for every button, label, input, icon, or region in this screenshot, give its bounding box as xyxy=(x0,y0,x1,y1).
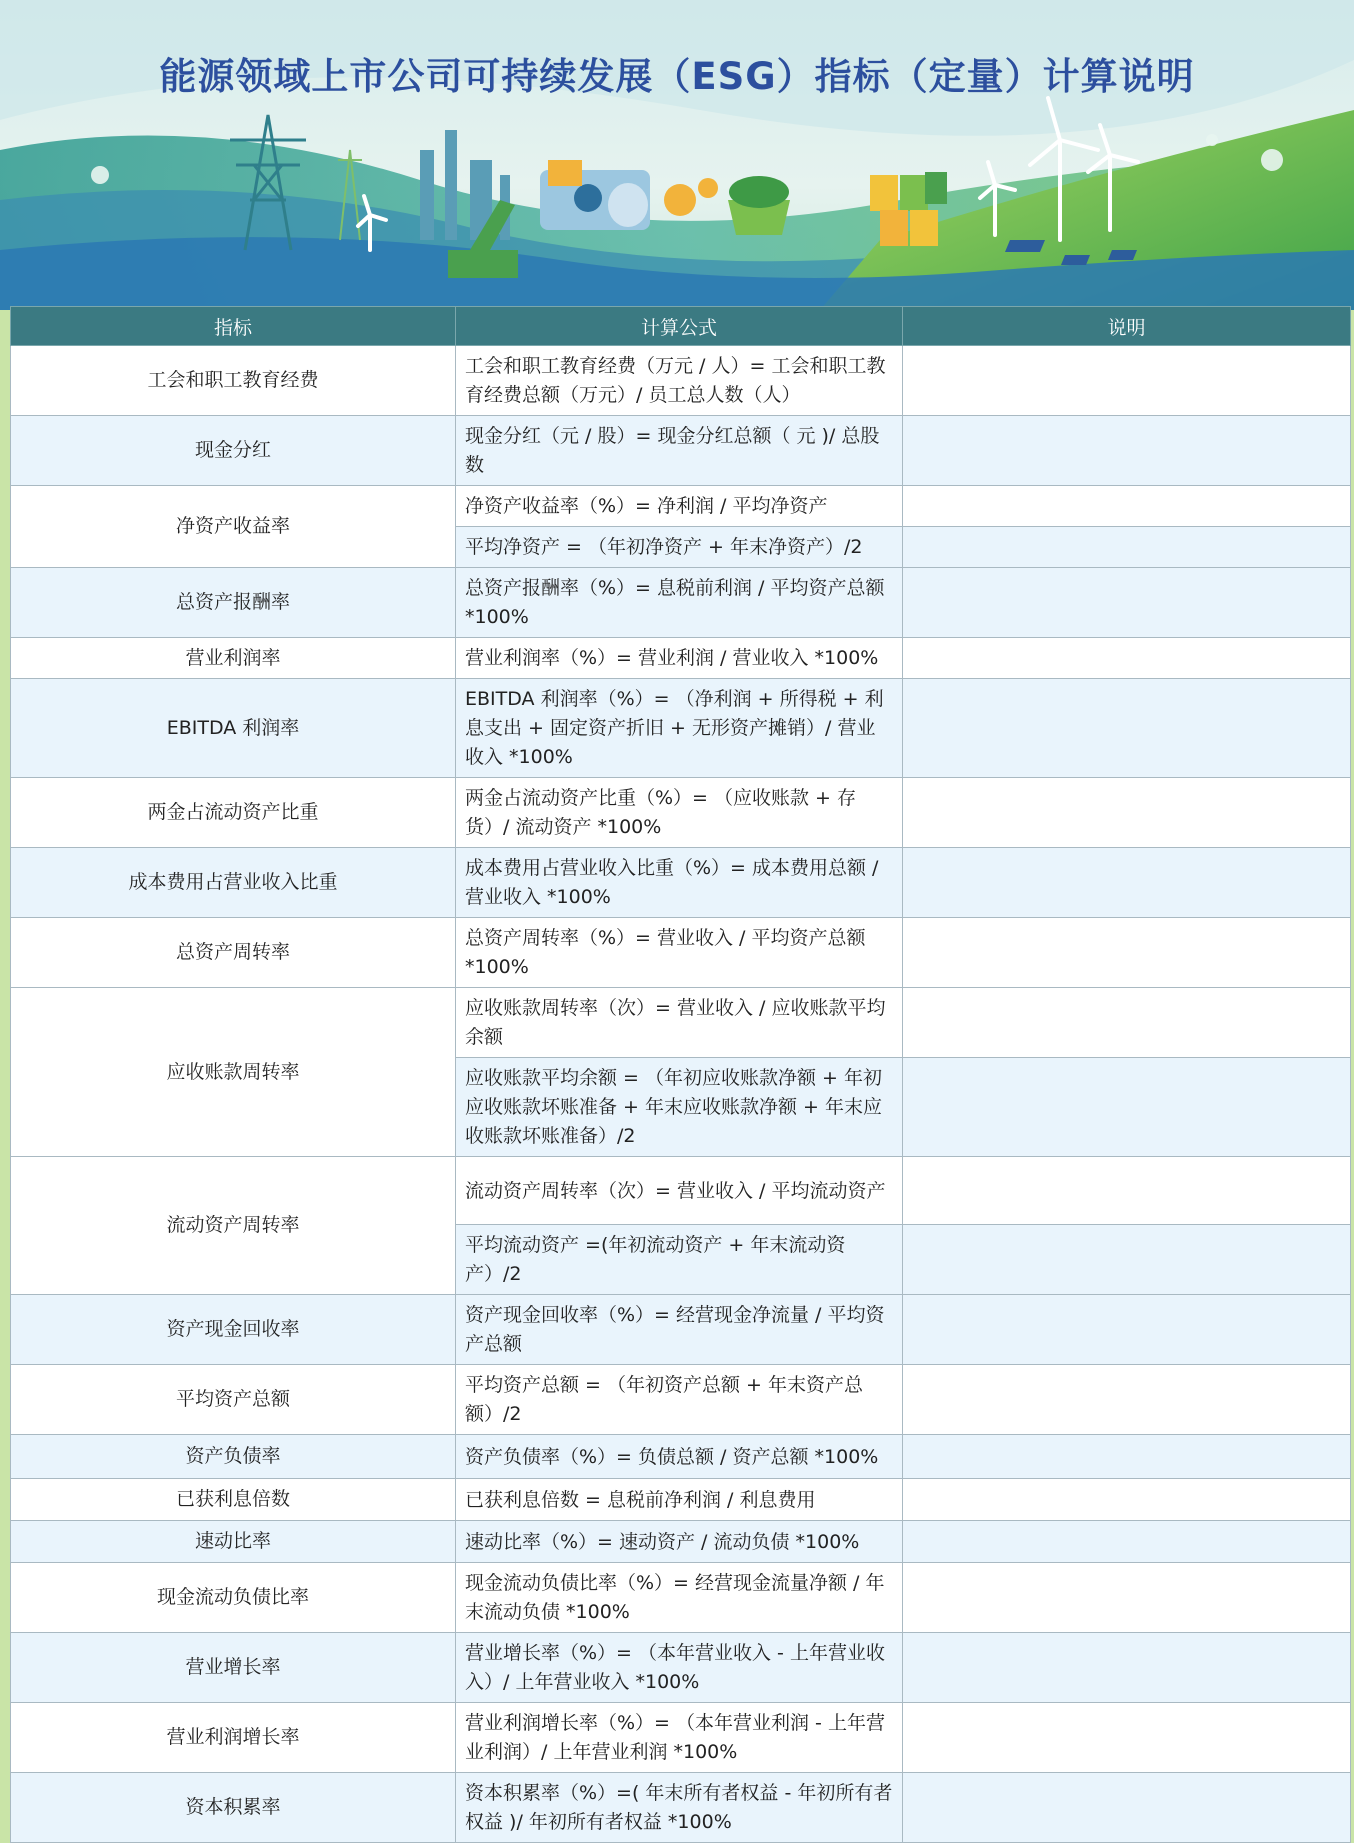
header-formula: 计算公式 xyxy=(456,307,903,346)
table-row xyxy=(11,416,1351,486)
indicator-cell: 平均资产总额 xyxy=(11,1365,456,1435)
page-title: 能源领域上市公司可持续发展（ESG）指标（定量）计算说明 xyxy=(159,55,1195,98)
note-cell xyxy=(903,679,1351,778)
formula-cell: EBITDA 利润率（%）= （净利润 + 所得税 + 利息支出 + 固定资产折旧 + 无形资产摊销）/ 营业收入 *100% xyxy=(456,679,903,778)
table-row xyxy=(11,1563,1351,1633)
note-cell xyxy=(903,1633,1351,1703)
indicator-cell: EBITDA 利润率 xyxy=(11,679,456,778)
table-row xyxy=(11,679,1351,778)
note-cell xyxy=(903,918,1351,988)
formula-cell: 资产负债率（%）= 负债总额 / 资产总额 *100% xyxy=(456,1435,903,1479)
indicator-cell: 两金占流动资产比重 xyxy=(11,778,456,848)
formula-cell: 平均资产总额 = （年初资产总额 + 年末资产总额）/2 xyxy=(456,1365,903,1435)
note-cell xyxy=(903,1521,1351,1563)
formula-cell: 应收账款平均余额 = （年初应收账款净额 + 年初应收账款坏账准备 + 年末应收账款净额 + 年末应收账款坏账准备）/2 xyxy=(456,1058,903,1157)
formula-cell: 应收账款周转率（次）= 营业收入 / 应收账款平均余额 xyxy=(456,988,903,1058)
note-cell xyxy=(903,1563,1351,1633)
table-row xyxy=(11,638,1351,679)
formula-cell: 平均流动资产 =(年初流动资产 + 年末流动资产）/2 xyxy=(456,1225,903,1295)
indicator-cell: 成本费用占营业收入比重 xyxy=(11,848,456,918)
table-row xyxy=(11,1295,1351,1365)
indicator-cell: 现金流动负债比率 xyxy=(11,1563,456,1633)
formula-cell: 总资产周转率（%）= 营业收入 / 平均资产总额 *100% xyxy=(456,918,903,988)
formula-cell: 已获利息倍数 = 息税前净利润 / 利息费用 xyxy=(456,1479,903,1521)
formula-cell: 速动比率（%）= 速动资产 / 流动负债 *100% xyxy=(456,1521,903,1563)
header-note: 说明 xyxy=(903,307,1351,346)
formula-cell: 营业利润率（%）= 营业利润 / 营业收入 *100% xyxy=(456,638,903,679)
indicator-cell: 资产负债率 xyxy=(11,1435,456,1479)
indicator-cell: 已获利息倍数 xyxy=(11,1479,456,1521)
formula-cell: 资产现金回收率（%）= 经营现金净流量 / 平均资产总额 xyxy=(456,1295,903,1365)
formula-cell: 工会和职工教育经费（万元 / 人）= 工会和职工教育经费总额（万元）/ 员工总人数（人） xyxy=(456,346,903,416)
note-cell xyxy=(903,1435,1351,1479)
indicator-cell: 总资产报酬率 xyxy=(11,568,456,638)
table-row xyxy=(11,346,1351,416)
formula-cell: 现金流动负债比率（%）= 经营现金流量净额 / 年末流动负债 *100% xyxy=(456,1563,903,1633)
formula-cell: 净资产收益率（%）= 净利润 / 平均净资产 xyxy=(456,486,903,527)
note-cell xyxy=(903,1225,1351,1295)
note-cell xyxy=(903,486,1351,527)
indicator-cell: 营业利润率 xyxy=(11,638,456,679)
note-cell xyxy=(903,1365,1351,1435)
formula-cell: 现金分红（元 / 股）= 现金分红总额（ 元 )/ 总股数 xyxy=(456,416,903,486)
formula-cell: 两金占流动资产比重（%）= （应收账款 + 存货）/ 流动资产 *100% xyxy=(456,778,903,848)
table-row xyxy=(11,988,1351,1058)
table-row xyxy=(11,486,1351,527)
indicator-cell: 流动资产周转率 xyxy=(11,1157,456,1295)
indicator-cell: 营业增长率 xyxy=(11,1633,456,1703)
table-row xyxy=(11,1633,1351,1703)
indicator-cell: 总资产周转率 xyxy=(11,918,456,988)
table-body xyxy=(11,346,1351,1843)
note-cell xyxy=(903,527,1351,568)
note-cell xyxy=(903,638,1351,679)
formula-cell: 资本积累率（%）=( 年末所有者权益 - 年初所有者权益 )/ 年初所有者权益 *100% xyxy=(456,1773,903,1843)
note-cell xyxy=(903,848,1351,918)
indicator-cell: 资产现金回收率 xyxy=(11,1295,456,1365)
table-row xyxy=(11,1703,1351,1773)
header-indicator: 指标 xyxy=(11,307,456,346)
note-cell xyxy=(903,988,1351,1058)
note-cell xyxy=(903,1773,1351,1843)
indicator-cell: 速动比率 xyxy=(11,1521,456,1563)
table-row xyxy=(11,778,1351,848)
table-row xyxy=(11,918,1351,988)
formula-cell: 总资产报酬率（%）= 息税前利润 / 平均资产总额 *100% xyxy=(456,568,903,638)
note-cell xyxy=(903,1295,1351,1365)
note-cell xyxy=(903,1479,1351,1521)
indicator-cell: 净资产收益率 xyxy=(11,486,456,568)
header-banner xyxy=(0,0,1354,310)
table-row xyxy=(11,1773,1351,1843)
table-row xyxy=(11,1521,1351,1563)
note-cell xyxy=(903,1058,1351,1157)
indicator-cell: 应收账款周转率 xyxy=(11,988,456,1157)
indicator-cell: 现金分红 xyxy=(11,416,456,486)
table-row xyxy=(11,848,1351,918)
table-row xyxy=(11,1435,1351,1479)
formula-cell: 营业利润增长率（%）= （本年营业利润 - 上年营业利润）/ 上年营业利润 *100% xyxy=(456,1703,903,1773)
note-cell xyxy=(903,416,1351,486)
table-row xyxy=(11,1365,1351,1435)
table-row xyxy=(11,1157,1351,1225)
table-header-row xyxy=(11,307,1351,346)
formula-cell: 成本费用占营业收入比重（%）= 成本费用总额 / 营业收入 *100% xyxy=(456,848,903,918)
table-row xyxy=(11,568,1351,638)
indicator-cell: 资本积累率 xyxy=(11,1773,456,1843)
formula-cell: 流动资产周转率（次）= 营业收入 / 平均流动资产 xyxy=(456,1157,903,1225)
indicator-cell: 营业利润增长率 xyxy=(11,1703,456,1773)
note-cell xyxy=(903,778,1351,848)
indicator-cell: 工会和职工教育经费 xyxy=(11,346,456,416)
formula-cell: 营业增长率（%）= （本年营业收入 - 上年营业收入）/ 上年营业收入 *100% xyxy=(456,1633,903,1703)
table-row xyxy=(11,1479,1351,1521)
note-cell xyxy=(903,568,1351,638)
note-cell xyxy=(903,346,1351,416)
esg-indicator-table-container xyxy=(10,306,1350,1843)
esg-indicator-table xyxy=(10,306,1351,1843)
note-cell xyxy=(903,1157,1351,1225)
note-cell xyxy=(903,1703,1351,1773)
formula-cell: 平均净资产 = （年初净资产 + 年末净资产）/2 xyxy=(456,527,903,568)
